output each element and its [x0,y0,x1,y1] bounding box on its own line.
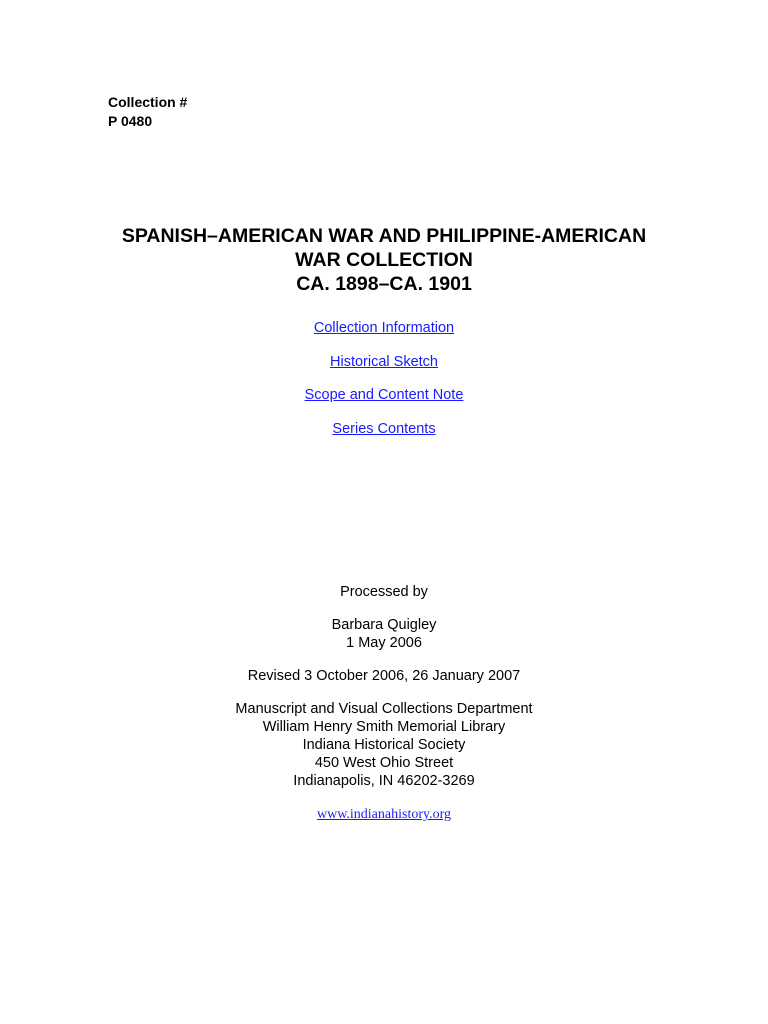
link-historical-sketch[interactable]: Historical Sketch [330,353,438,370]
library-name: William Henry Smith Memorial Library [262,719,506,735]
link-scope-and-content-note[interactable]: Scope and Content Note [304,387,464,404]
collection-number: P 0480 [108,113,153,129]
collection-label: Collection # [108,94,188,110]
street-address: 450 West Ohio Street [314,755,454,771]
city-address: Indianapolis, IN 46202-3269 [293,773,475,789]
department-name: Manuscript and Visual Collections Department [235,701,533,717]
title-line-3: CA. 1898–CA. 1901 [296,273,472,295]
processing-date: 1 May 2006 [346,635,422,651]
title-line-2: WAR COLLECTION [295,249,473,271]
collection-number-block [108,93,187,131]
processing-info [0,583,768,790]
society-name: Indiana Historical Society [302,737,466,753]
link-series-contents[interactable]: Series Contents [332,420,436,437]
processor-name: Barbara Quigley [331,617,437,633]
title-line-1: SPANISH–AMERICAN WAR AND PHILIPPINE-AMERICAN [121,225,647,247]
revision-dates: Revised 3 October 2006, 26 January 2007 [247,668,521,684]
website-link[interactable]: www.indianahistory.org [316,807,452,822]
document-title [0,224,768,296]
processed-by-label: Processed by [340,584,428,600]
link-collection-information[interactable]: Collection Information [313,320,455,336]
table-of-contents-links [0,318,768,452]
website-block [0,806,768,824]
